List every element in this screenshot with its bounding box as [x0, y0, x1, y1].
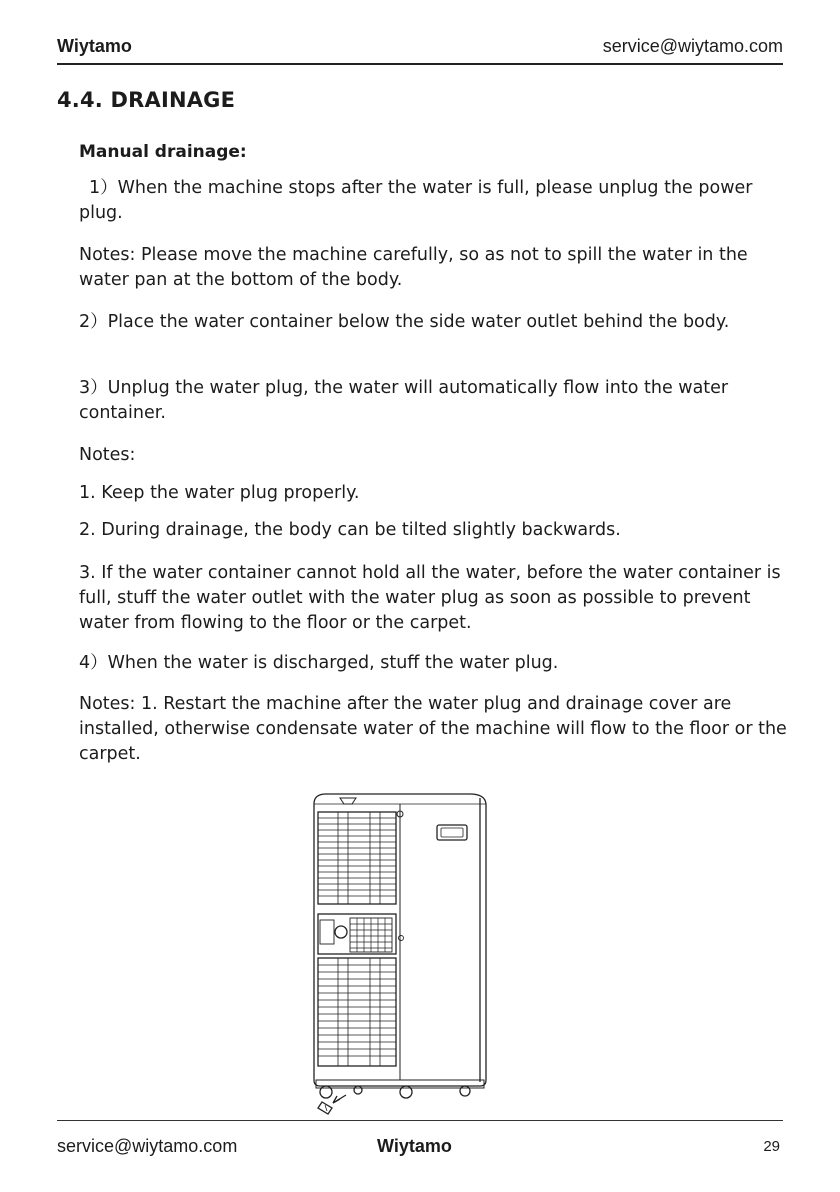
- footer-brand: Wiytamo: [377, 1136, 452, 1156]
- note-3: 3. If the water container cannot hold all the water, before the water container is full, stuff the water outlet with the water plug as soon as possible to prevent water from flowing to the floor or the carpet.: [79, 563, 781, 633]
- air-conditioner-illustration: [300, 790, 500, 1115]
- section-title: 4.4. DRAINAGE: [57, 88, 236, 112]
- step-4-paragraph: 4）When the water is discharged, stuff the water plug.: [79, 653, 559, 673]
- subsection-title: Manual drainage:: [79, 142, 247, 162]
- footer-divider: [57, 1120, 783, 1121]
- step-3-paragraph: 3）Unplug the water plug, the water will automatically flow into the water container.: [79, 378, 729, 423]
- note-2: 2. During drainage, the body can be tilted slightly backwards.: [79, 520, 621, 540]
- notes-heading: Notes:: [79, 445, 136, 465]
- page-number: 29: [763, 1138, 780, 1155]
- note-1: 1. Keep the water plug properly.: [79, 483, 360, 503]
- note-move-carefully: Notes: Please move the machine carefully, so as not to spill the water in the water pan at the bottom of the body.: [79, 245, 748, 290]
- header-divider: [57, 63, 783, 65]
- header-brand: Wiytamo: [57, 36, 132, 56]
- footer-email: service@wiytamo.com: [57, 1136, 238, 1156]
- page-header: [57, 36, 783, 60]
- step-1-paragraph: 1）When the machine stops after the water is full, please unplug the power plug.: [79, 178, 753, 223]
- final-notes: Notes: 1. Restart the machine after the water plug and drainage cover are installed, otherwise condensate water of the machine will flow to the floor or the carpet.: [79, 694, 787, 764]
- step-2-paragraph: 2）Place the water container below the side water outlet behind the body.: [79, 312, 730, 332]
- header-email: service@wiytamo.com: [602, 36, 783, 56]
